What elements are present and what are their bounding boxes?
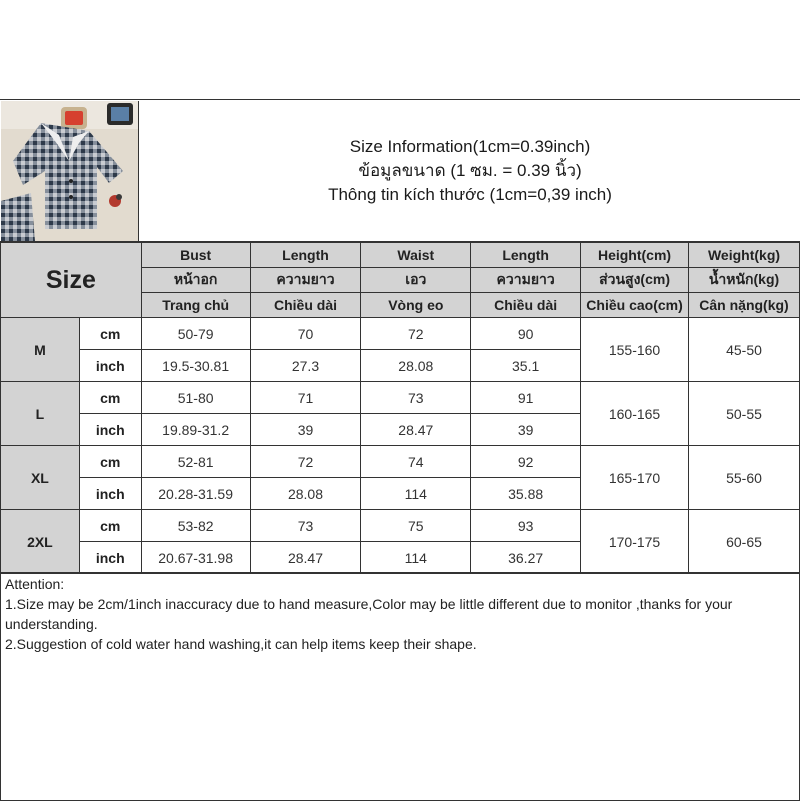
bust-cm-cell: 51-80 xyxy=(141,382,250,414)
length-inch-cell: 27.3 xyxy=(250,350,361,382)
column-header-vi: Chiều dài xyxy=(471,293,581,318)
unit-inch-cell: inch xyxy=(79,414,141,446)
bust-cm-cell: 52-81 xyxy=(141,446,250,478)
length-inch-cell: 39 xyxy=(250,414,361,446)
waist-inch-cell: 28.47 xyxy=(361,414,471,446)
length-cm-cell: 72 xyxy=(250,446,361,478)
waist-inch-cell: 114 xyxy=(361,542,471,574)
header-text-block xyxy=(140,100,800,242)
weight-cell: 50-55 xyxy=(689,382,800,446)
length-cm-cell: 71 xyxy=(250,382,361,414)
length2-inch-cell: 39 xyxy=(471,414,581,446)
length2-cm-cell: 91 xyxy=(471,382,581,414)
length-inch-cell: 28.08 xyxy=(250,478,361,510)
bust-cm-cell: 53-82 xyxy=(141,510,250,542)
unit-cm-cell: cm xyxy=(79,382,141,414)
product-photo xyxy=(1,101,139,241)
height-cell: 160-165 xyxy=(581,382,689,446)
length2-cm-cell: 92 xyxy=(471,446,581,478)
column-header-en: Height(cm) xyxy=(581,243,689,268)
unit-inch-cell: inch xyxy=(79,478,141,510)
attention-note-2: 2.Suggestion of cold water hand washing,it can help items keep their shape. xyxy=(5,636,477,652)
waist-inch-cell: 28.08 xyxy=(361,350,471,382)
length2-cm-cell: 90 xyxy=(471,318,581,350)
attention-title: Attention: xyxy=(5,576,65,592)
column-header-vi: Cân nặng(kg) xyxy=(689,293,800,318)
weight-cell: 45-50 xyxy=(689,318,800,382)
bust-cm-cell: 50-79 xyxy=(141,318,250,350)
length-inch-cell: 28.47 xyxy=(250,542,361,574)
attention-notes xyxy=(0,572,800,801)
unit-cm-cell: cm xyxy=(79,510,141,542)
waist-cm-cell: 75 xyxy=(361,510,471,542)
length2-inch-cell: 35.88 xyxy=(471,478,581,510)
column-header-th: ความยาว xyxy=(471,268,581,293)
length2-cm-cell: 93 xyxy=(471,510,581,542)
waist-cm-cell: 73 xyxy=(361,382,471,414)
size-table xyxy=(0,242,800,574)
unit-inch-cell: inch xyxy=(79,542,141,574)
column-header-vi: Chiều dài xyxy=(250,293,361,318)
pajama-photo-illustration xyxy=(1,101,139,241)
chart-header xyxy=(0,99,800,242)
size-name-cell: M xyxy=(1,318,80,382)
height-cell: 165-170 xyxy=(581,446,689,510)
size-name-cell: L xyxy=(1,382,80,446)
attention-note-1: 1.Size may be 2cm/1inch inaccuracy due to hand measure,Color may be little different due to monitor ,thanks for your understanding. xyxy=(5,596,733,632)
bust-inch-cell: 19.5-30.81 xyxy=(141,350,250,382)
size-chart xyxy=(0,99,800,800)
column-header-vi: Trang chủ xyxy=(141,293,250,318)
table-row xyxy=(1,510,800,542)
column-header-en: Length xyxy=(250,243,361,268)
bust-inch-cell: 19.89-31.2 xyxy=(141,414,250,446)
table-row xyxy=(1,446,800,478)
waist-cm-cell: 74 xyxy=(361,446,471,478)
size-info-title-vi: Thông tin kích thước (1cm=0,39 inch) xyxy=(328,185,612,204)
length-cm-cell: 73 xyxy=(250,510,361,542)
size-name-cell: 2XL xyxy=(1,510,80,574)
size-info-title-th: ข้อมูลขนาด (1 ซม. = 0.39 นิ้ว) xyxy=(358,161,582,180)
waist-inch-cell: 114 xyxy=(361,478,471,510)
column-header-th: เอว xyxy=(361,268,471,293)
column-header-en: Weight(kg) xyxy=(689,243,800,268)
column-header-th: ความยาว xyxy=(250,268,361,293)
column-header-th: หน้าอก xyxy=(141,268,250,293)
unit-cm-cell: cm xyxy=(79,446,141,478)
length-cm-cell: 70 xyxy=(250,318,361,350)
column-header-th: ส่วนสูง(cm) xyxy=(581,268,689,293)
unit-inch-cell: inch xyxy=(79,350,141,382)
column-header-th: น้ำหนัก(kg) xyxy=(689,268,800,293)
size-column-header: Size xyxy=(1,243,142,318)
height-cell: 155-160 xyxy=(581,318,689,382)
bust-inch-cell: 20.28-31.59 xyxy=(141,478,250,510)
height-cell: 170-175 xyxy=(581,510,689,574)
size-info-title-en: Size Information(1cm=0.39inch) xyxy=(349,137,591,156)
weight-cell: 55-60 xyxy=(689,446,800,510)
unit-cm-cell: cm xyxy=(79,318,141,350)
table-row xyxy=(1,382,800,414)
column-header-vi: Chiều cao(cm) xyxy=(581,293,689,318)
column-header-en: Waist xyxy=(361,243,471,268)
column-header-en: Bust xyxy=(141,243,250,268)
size-name-cell: XL xyxy=(1,446,80,510)
bust-inch-cell: 20.67-31.98 xyxy=(141,542,250,574)
length2-inch-cell: 36.27 xyxy=(471,542,581,574)
table-row xyxy=(1,318,800,350)
column-header-vi: Vòng eo xyxy=(361,293,471,318)
waist-cm-cell: 72 xyxy=(361,318,471,350)
column-header-en: Length xyxy=(471,243,581,268)
weight-cell: 60-65 xyxy=(689,510,800,574)
length2-inch-cell: 35.1 xyxy=(471,350,581,382)
